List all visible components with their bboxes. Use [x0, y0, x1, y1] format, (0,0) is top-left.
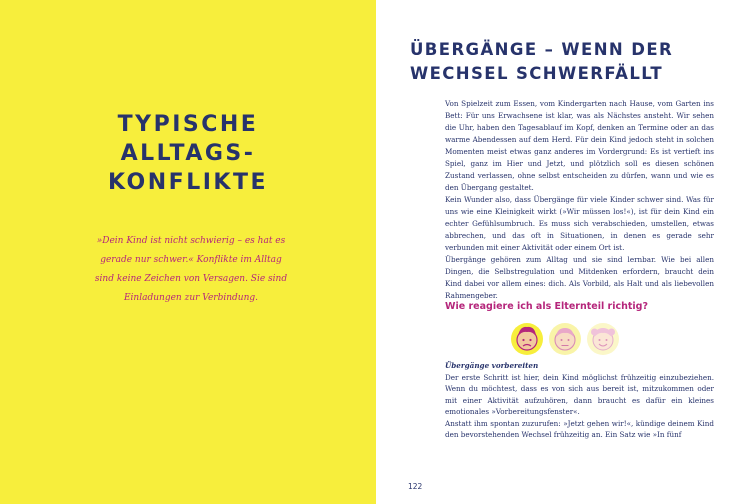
body-text: [445, 98, 714, 302]
section-heading-line: ÜBERGÄNGE – WENN DER: [410, 40, 674, 59]
paragraph: Anstatt ihm spontan zuzurufen: »Jetzt gehen wir!«, kündige deinem Kind den bevorstehenden Wechsel frühzeitig an. Ein Satz wie »In fünf: [445, 418, 714, 439]
page-number: 122: [408, 482, 423, 491]
stressed-face-icon: [510, 322, 544, 356]
body-text-2: [445, 360, 714, 441]
paragraph: Übergänge gehören zum Alltag und sie sind lernbar. Wie bei allen Dingen, die Selbstregulation und Mitdenken erfordern, braucht dein Kind dabei vor allem eines: dich. Als Vorbild, als Halt und als liebevollen Rahmengeber.: [445, 255, 714, 300]
paragraph: Kein Wunder also, dass Übergänge für viele Kinder schwer sind. Was für uns wie eine Kleinigkeit wirkt (»Wir müssen los!«), ist für dein Kind ein echter Gefühlsumbruch. Es muss sich verabschieden, umstellen, etwas abbrechen, und das oft in Situationen, in denen es gerade sehr verbunden mit einer Aktivität oder einem Ort ist.: [445, 195, 714, 252]
chapter-title-line: ALLTAGS-: [120, 141, 256, 166]
happy-face-icon: [586, 322, 620, 356]
subheading: Übergänge vorbereiten: [445, 361, 539, 370]
paragraph: Von Spielzeit zum Essen, vom Kindergarten nach Hause, vom Garten ins Bett: Für uns Erwachsene ist klar, was als Nächstes ansteht. Wir sehen die Uhr, haben den Tagesablauf im Kopf, denken an Termine oder an das warme Abendessen auf dem Herd. Für dein Kind jedoch steht in solchen Momenten meist etwas ganz anderes im Vordergrund: Es ist vertieft ins Spiel, ganz im Hier und Jetzt, und plötzlich soll es diesen schönen Zustand verlassen, ohne selbst entscheiden zu dürfen, wann und wie es den Übergang gestaltet.: [445, 99, 714, 192]
question-heading: Wie reagiere ich als Elternteil richtig?: [445, 301, 648, 312]
section-heading-line: WECHSEL SCHWERFÄLLT: [410, 64, 664, 83]
chapter-title: [0, 110, 376, 197]
section-heading: [410, 38, 730, 86]
neutral-face-icon: [548, 322, 582, 356]
emotion-icons: [510, 322, 620, 358]
paragraph: Der erste Schritt ist hier, dein Kind möglichst frühzeitig einzubeziehen. Wenn du möchtest, dass es von sich aus bereit ist, mitzukommen oder mit einer Aktivität aufzuhören, dann braucht es dafür ein kleines emotionales »Vorbereitungsfenster«.: [445, 372, 714, 416]
chapter-title-line: KONFLIKTE: [108, 170, 268, 195]
chapter-quote: »Dein Kind ist nicht schwierig – es hat es gerade nur schwer.« Konflikte im Alltag sind keine Zeichen von Versagen. Sie sind Einladungen zur Verbindung.: [94, 236, 288, 303]
chapter-title-line: TYPISCHE: [117, 112, 259, 137]
